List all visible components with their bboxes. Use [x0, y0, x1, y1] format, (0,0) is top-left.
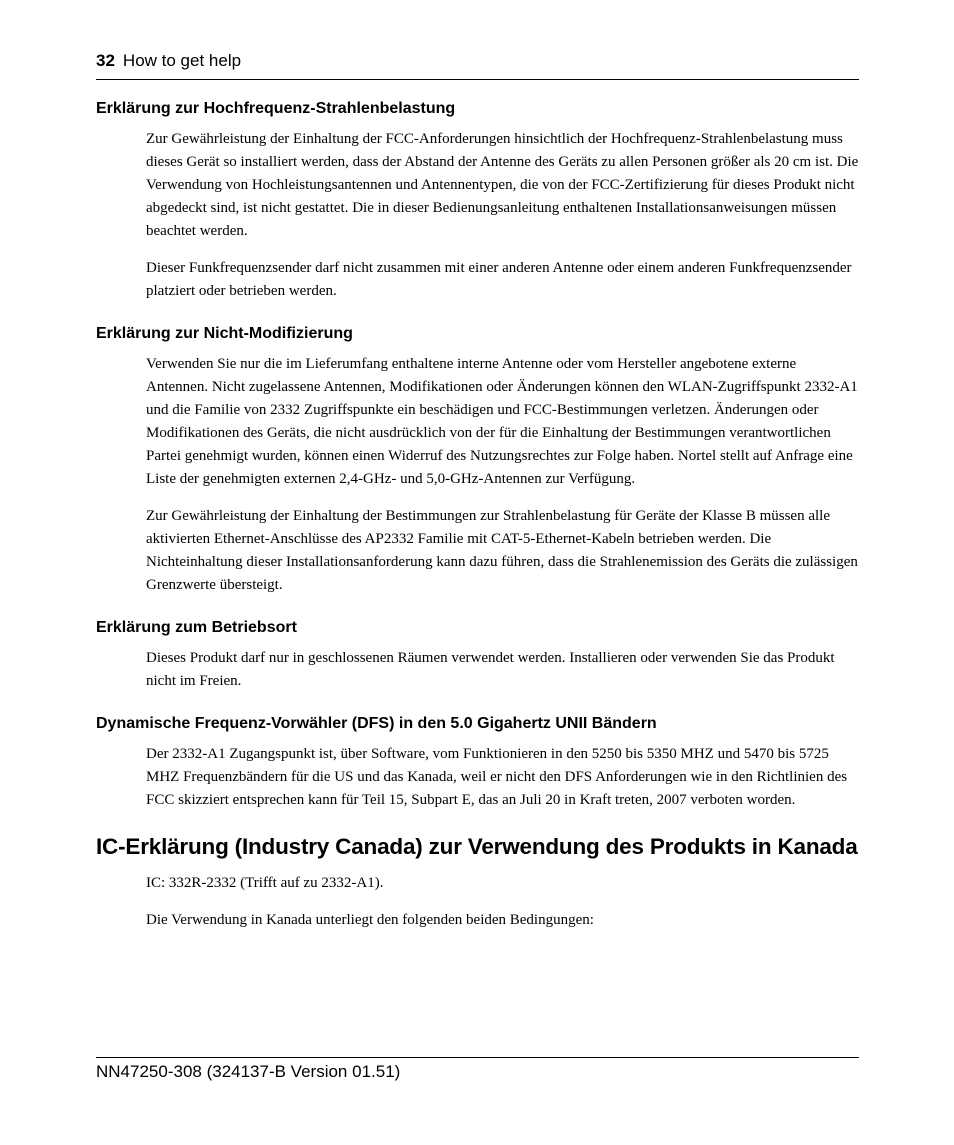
document-id: NN47250-308 (324137-B Version 01.51) [96, 1062, 401, 1081]
page-content [96, 98, 859, 946]
paragraph: Zur Gewährleistung der Einhaltung der Bestimmungen zur Strahlenbelastung für Geräte der Klasse B müssen alle aktivierten Ethernet-Anschlüsse des AP2332 Familie mit CAT-5-Ethernet-Kabeln betrieben werden. Die Nichteinhaltung dieser Installationsanforderung kann dazu führen, dass die Strahlenemission des Geräts die zulässigen Grenzwerte übersteigt. [146, 508, 858, 593]
paragraph: Dieser Funkfrequenzsender darf nicht zusammen mit einer anderen Antenne oder einem anderen Funkfrequenzsender platziert oder betrieben werden. [146, 260, 852, 299]
section-operating-location [96, 617, 859, 693]
section-rf-exposure [96, 98, 859, 303]
section-non-modification [96, 323, 859, 597]
paragraph: Die Verwendung in Kanada unterliegt den folgenden beiden Bedingungen: [146, 912, 594, 928]
section-heading: Erklärung zur Nicht-Modifizierung [96, 325, 353, 342]
paragraph: IC: 332R-2332 (Trifft auf zu 2332-A1). [146, 875, 384, 891]
section-industry-canada [96, 832, 859, 932]
section-heading: Erklärung zum Betriebsort [96, 619, 297, 636]
page-number: 32 [96, 51, 115, 70]
paragraph: Dieses Produkt darf nur in geschlossenen Räumen verwendet werden. Installieren oder verwenden Sie das Produkt nicht im Freien. [146, 650, 835, 689]
main-heading: IC-Erklärung (Industry Canada) zur Verwendung des Produkts in Kanada [96, 834, 858, 859]
section-dfs [96, 713, 859, 812]
section-heading: Dynamische Frequenz-Vorwähler (DFS) in den 5.0 Gigahertz UNII Bändern [96, 715, 657, 732]
page-footer [96, 1057, 859, 1082]
paragraph: Verwenden Sie nur die im Lieferumfang enthaltene interne Antenne oder vom Hersteller angebotene externe Antennen. Nicht zugelassene Antennen, Modifikationen oder Änderungen können den WLAN-Zugriffspunkt 2332-A1 und die Familie von 2332 Zugriffspunkte ein beschädigen und FCC-Bestimmungen verletzen. Änderungen oder Modifikationen des Geräts, die nicht ausdrücklich von der für die Einhaltung der Bestimmungen verantwortlichen Partei genehmigt wurden, können einen Widerruf des Nutzungsrechtes zur Folge haben. Nortel stellt auf Anfrage eine Liste der genehmigten externen 2,4-GHz- und 5,0-GHz-Antennen zur Verfügung. [146, 356, 858, 487]
header-title: How to get help [122, 51, 242, 70]
paragraph: Zur Gewährleistung der Einhaltung der FCC-Anforderungen hinsichtlich der Hochfrequenz-Strahlenbelastung muss dieses Gerät so installiert werden, dass der Abstand der Antenne des Geräts zu allen Personen größer als 20 cm ist. Die Verwendung von Hochleistungsantennen und Antennentypen, die von der FCC-Zertifizierung für dieses Produkt nicht abgedeckt sind, ist nicht gestattet. Die in dieser Bedienungsanleitung enthaltenen Installationsanweisungen müssen beachtet werden. [146, 131, 859, 239]
paragraph: Der 2332-A1 Zugangspunkt ist, über Software, vom Funktionieren in den 5250 bis 5350 MHZ und 5470 bis 5725 MHZ Frequenzbändern für die US und das Kanada, weil er nicht den DFS Anforderungen wie in den Richtlinien des FCC skizziert entsprechen kann für Teil 15, Subpart E, das an Juli 20 in Kraft treten, 2007 verboten worden. [146, 746, 848, 808]
section-heading: Erklärung zur Hochfrequenz-Strahlenbelastung [96, 100, 456, 117]
page-header [96, 51, 859, 80]
